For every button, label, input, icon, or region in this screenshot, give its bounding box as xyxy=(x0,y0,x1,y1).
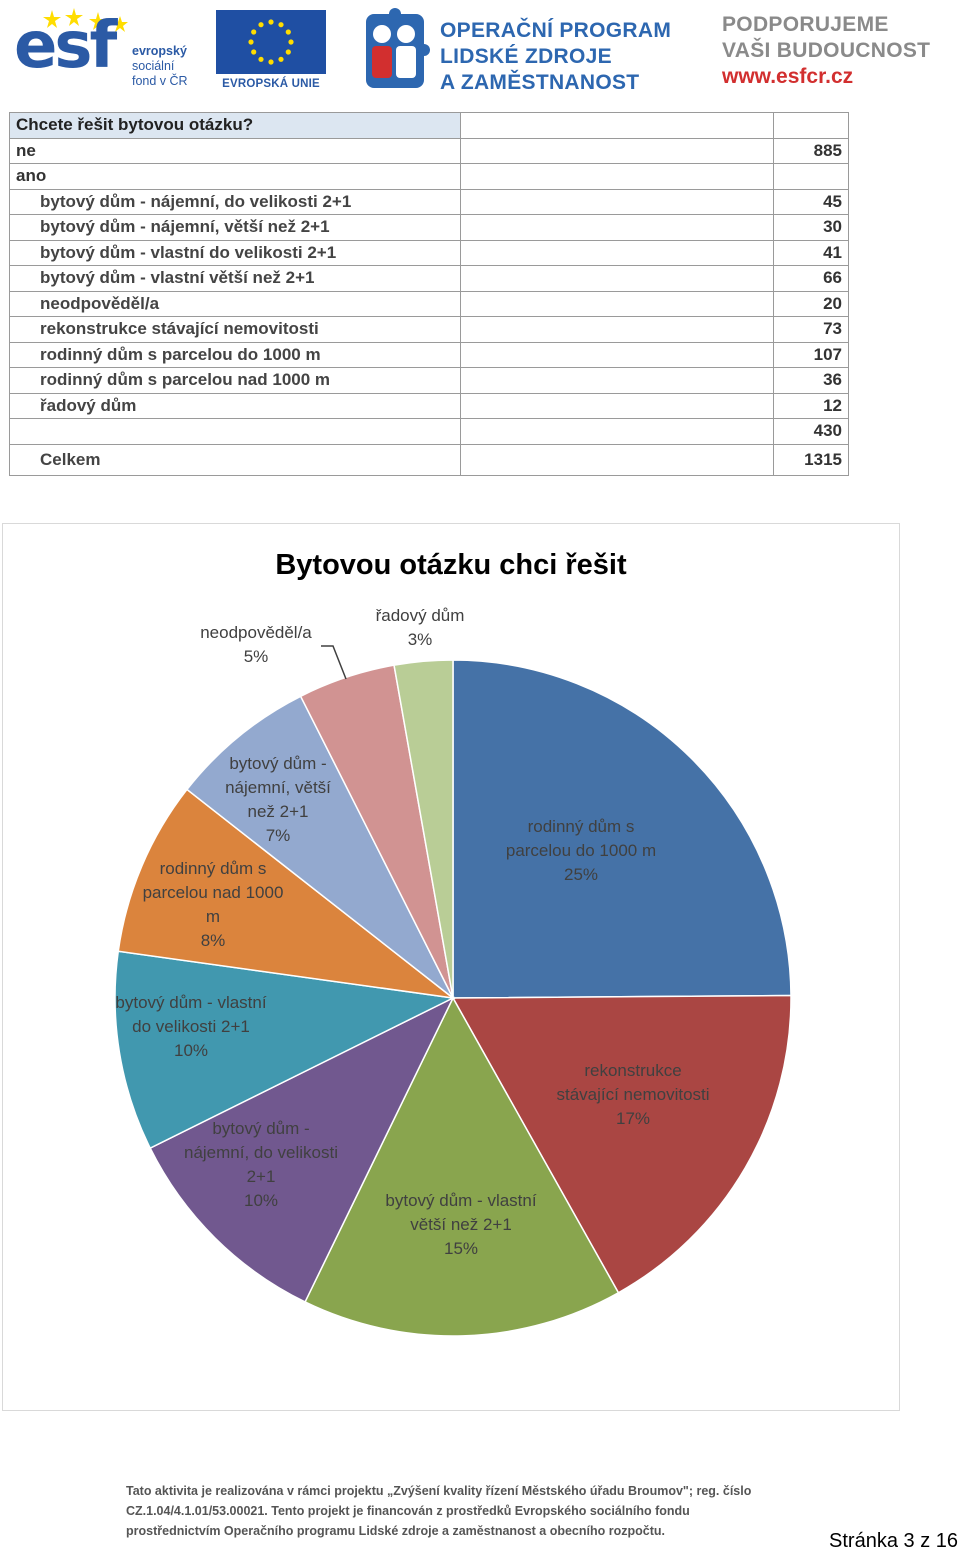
table-cell xyxy=(460,189,773,215)
row-label: ne xyxy=(10,138,461,164)
table-title: Chcete řešit bytovou otázku? xyxy=(10,113,461,139)
slice-label-line: nájemní, větší xyxy=(225,778,331,797)
table-row xyxy=(10,189,849,215)
eu-stars-icon xyxy=(216,10,326,74)
op-lzz-text xyxy=(440,18,671,96)
slice-label-line: 15% xyxy=(443,1239,479,1258)
slice-label-line: rodinný dům s xyxy=(527,817,635,836)
table-row xyxy=(10,419,849,445)
row-value: 20 xyxy=(773,291,848,317)
slice-label-line: rekonstrukce xyxy=(584,1061,682,1080)
pie-chart xyxy=(2,523,900,1411)
table-cell xyxy=(460,393,773,419)
row-label: řadový dům xyxy=(10,393,461,419)
slice-label-line: 2+1 xyxy=(246,1167,276,1186)
table-cell xyxy=(460,291,773,317)
table-row xyxy=(10,368,849,394)
row-value: 12 xyxy=(773,393,848,419)
table-row xyxy=(10,266,849,292)
esf-wordmark: esf xyxy=(14,9,115,83)
slice-label-line: 10% xyxy=(173,1041,209,1060)
table-cell xyxy=(773,113,848,139)
eu-star-icon xyxy=(278,22,283,27)
slice-label-line: bytový dům - xyxy=(229,754,327,773)
eu-logo xyxy=(216,10,326,94)
survey-table xyxy=(9,112,849,476)
table-cell xyxy=(460,342,773,368)
eu-star-icon xyxy=(278,57,283,62)
table-cell xyxy=(460,444,773,475)
eu-star-icon xyxy=(251,29,256,34)
row-value: 36 xyxy=(773,368,848,394)
eu-caption: EVROPSKÁ UNIE xyxy=(222,78,320,90)
slice-label-line: m xyxy=(205,907,221,926)
pie-chart-svg xyxy=(3,524,899,1410)
slice-label-line: bytový dům - vlastní xyxy=(385,1191,537,1210)
table-row xyxy=(10,393,849,419)
op-lzz-logo xyxy=(360,8,700,96)
eu-star-icon xyxy=(288,39,293,44)
row-label: bytový dům - nájemní, do velikosti 2+1 xyxy=(10,189,461,215)
eu-star-icon xyxy=(258,57,263,62)
slice-label-line: než 2+1 xyxy=(247,802,309,821)
row-label: bytový dům - nájemní, větší než 2+1 xyxy=(10,215,461,241)
table-row xyxy=(10,342,849,368)
eu-star-icon xyxy=(268,59,273,64)
table-cell xyxy=(460,368,773,394)
slice-label-line: 7% xyxy=(265,826,291,845)
slice-label-line: větší než 2+1 xyxy=(410,1215,512,1234)
slice-label-line: 17% xyxy=(615,1109,651,1128)
footer-line3: prostřednictvím Operačního programu Lidské zdroje a zaměstnanost a obecního rozpočtu. xyxy=(126,1524,665,1538)
slice-label-line: neodpověděl/a xyxy=(200,623,312,642)
slice-label-line: bytový dům - xyxy=(212,1119,310,1138)
table-cell xyxy=(460,113,773,139)
row-label: rekonstrukce stávající nemovitosti xyxy=(10,317,461,343)
table-row xyxy=(10,317,849,343)
chart-title: Bytovou otázku chci řešit xyxy=(275,549,627,581)
row-value xyxy=(773,164,848,190)
table-row xyxy=(10,164,849,190)
table-cell xyxy=(460,240,773,266)
table-cell xyxy=(460,419,773,445)
support-slogan xyxy=(722,12,952,96)
row-value: 41 xyxy=(773,240,848,266)
table-total-row xyxy=(10,444,849,475)
table-cell xyxy=(460,164,773,190)
slice-label-line: 25% xyxy=(563,865,599,884)
eu-flag-icon xyxy=(216,10,326,74)
slice-label-line: parcelou do 1000 m xyxy=(505,841,657,860)
row-label: rodinný dům s parcelou do 1000 m xyxy=(10,342,461,368)
table-row xyxy=(10,215,849,241)
slice-label xyxy=(200,623,312,666)
row-value: 107 xyxy=(773,342,848,368)
slice-label-line: bytový dům - vlastní xyxy=(115,993,267,1012)
table-cell xyxy=(460,317,773,343)
row-label: Celkem xyxy=(10,444,461,475)
op-line3: A ZAMĚSTNANOST xyxy=(440,71,640,94)
esf-caption xyxy=(132,44,188,89)
row-value: 30 xyxy=(773,215,848,241)
esf-logo xyxy=(14,8,212,96)
op-line2: LIDSKÉ ZDROJE xyxy=(440,45,612,68)
slice-label-line: 10% xyxy=(243,1191,279,1210)
footer-funding-note xyxy=(126,1481,842,1541)
row-value: 430 xyxy=(773,419,848,445)
table-row xyxy=(10,138,849,164)
eu-star-icon xyxy=(286,49,291,54)
row-value: 73 xyxy=(773,317,848,343)
op-line1: OPERAČNÍ PROGRAM xyxy=(440,19,672,42)
slice-label-line: rodinný dům s xyxy=(159,859,267,878)
table-row xyxy=(10,291,849,317)
page-header xyxy=(0,0,960,100)
row-label: bytový dům - vlastní do velikosti 2+1 xyxy=(10,240,461,266)
table-cell xyxy=(460,138,773,164)
row-label xyxy=(10,419,461,445)
eu-star-icon xyxy=(258,22,263,27)
footer-line2: CZ.1.04/4.1.01/53.00021. Tento projekt je financován z prostředků Evropského sociálního fondu xyxy=(126,1504,690,1518)
table-cell xyxy=(460,266,773,292)
slice-label-line: 3% xyxy=(407,630,433,649)
row-value: 885 xyxy=(773,138,848,164)
table-row xyxy=(10,240,849,266)
slogan-line2: VAŠI BUDOUCNOST xyxy=(722,39,931,62)
slice-label-line: 8% xyxy=(200,931,226,950)
slice-label xyxy=(376,606,465,649)
row-label: bytový dům - vlastní větší než 2+1 xyxy=(10,266,461,292)
row-label: rodinný dům s parcelou nad 1000 m xyxy=(10,368,461,394)
slice-label-line: 5% xyxy=(243,647,269,666)
eu-star-icon xyxy=(286,29,291,34)
row-value: 1315 xyxy=(773,444,848,475)
table-header-row xyxy=(10,113,849,139)
puzzle-people-icon xyxy=(360,8,430,92)
page-number: Stránka 3 z 16 xyxy=(829,1530,958,1552)
slice-label-line: parcelou nad 1000 xyxy=(142,883,284,902)
label-leader-line xyxy=(321,646,346,679)
slice-label-line: do velikosti 2+1 xyxy=(132,1017,250,1036)
row-label: ano xyxy=(10,164,461,190)
row-value: 45 xyxy=(773,189,848,215)
row-value: 66 xyxy=(773,266,848,292)
slice-label-line: nájemní, do velikosti xyxy=(183,1143,339,1162)
table-cell xyxy=(460,215,773,241)
eu-star-icon xyxy=(268,19,273,24)
footer-line1: Tato aktivita je realizována v rámci projektu „Zvýšení kvality řízení Městského úřadu Broumov"; reg. číslo xyxy=(126,1484,752,1498)
eu-star-icon xyxy=(248,39,253,44)
row-label: neodpověděl/a xyxy=(10,291,461,317)
esf-caption-line1: evropský xyxy=(132,44,187,58)
eu-star-icon xyxy=(251,49,256,54)
esf-caption-line3: fond v ČR xyxy=(132,74,188,88)
esf-caption-line2: sociální xyxy=(132,59,175,73)
slice-label-line: řadový dům xyxy=(375,606,465,625)
slice-label-line: stávající nemovitosti xyxy=(556,1085,710,1104)
slogan-line1: PODPORUJEME xyxy=(722,13,889,36)
esfcr-link[interactable]: www.esfcr.cz xyxy=(722,65,854,88)
